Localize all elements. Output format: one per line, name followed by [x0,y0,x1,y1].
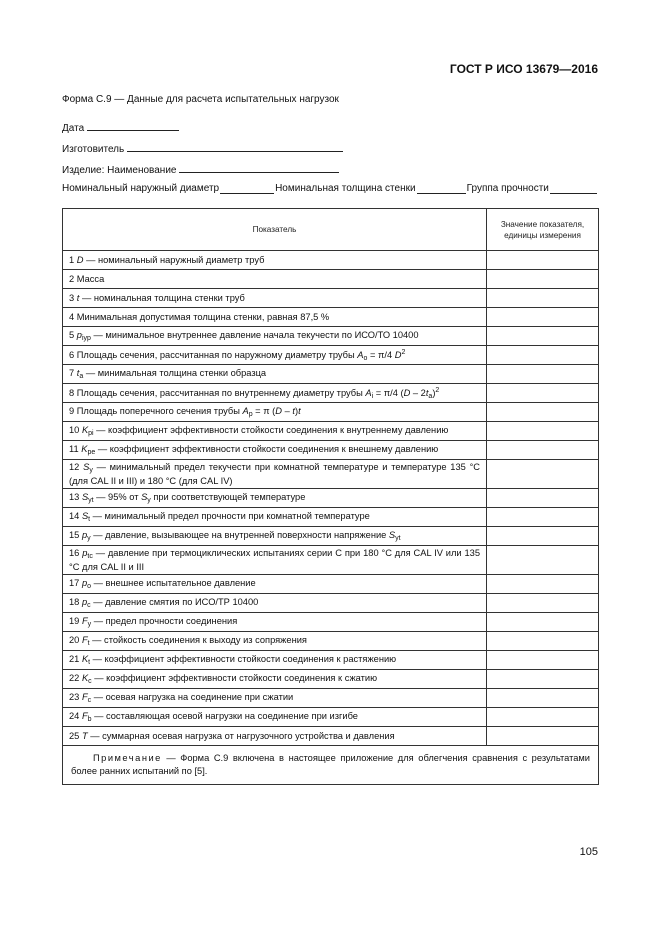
document-header: ГОСТ Р ИСО 13679—2016 [449,62,598,76]
row-label: 13 $S_{yt}$ — 95% от $S_y$ при соответствующей температуре [63,489,487,508]
maker-field [62,142,343,155]
row-label: 4 Минимальная допустимая толщина стенки, равная 87,5 % [63,308,487,327]
value-cell[interactable] [487,365,599,384]
table-row [63,403,599,422]
row-label: 20 $F_t$ — стойкость соединения к выходу из сопряжения [63,632,487,651]
table-row [63,346,599,365]
value-cell[interactable] [487,632,599,651]
row-label: 8 Площадь сечения, рассчитанная по внутреннему диаметру трубы $A_i = \pi/4$ $(D - 2t_a)^2$ [63,384,487,403]
table-note [63,746,599,785]
column-header-indicator: Показатель [63,209,487,251]
table-row [63,289,599,308]
row-label: 12 $S_y$ — минимальный предел текучести при комнатной температуре и температуре 135 °С (для CAL II и III) и 180 °С (для CAL IV) [63,460,487,489]
value-cell[interactable] [487,613,599,632]
value-cell[interactable] [487,546,599,575]
row-label: 24 $F_b$ — составляющая осевой нагрузки на соединение при изгибе [63,708,487,727]
wall-thickness-input-line[interactable] [417,184,466,194]
product-field [62,163,339,176]
value-cell[interactable] [487,403,599,422]
value-cell[interactable] [487,327,599,346]
wall-thickness-label: Номинальная толщина стенки [275,183,416,194]
row-label: 25 T — суммарная осевая нагрузка от нагрузочного устройства и давления [63,727,487,746]
row-label: 1 D — номинальный наружный диаметр труб [63,251,487,270]
value-cell[interactable] [487,441,599,460]
note-label: Примечание [93,753,162,763]
value-cell[interactable] [487,670,599,689]
table-row [63,441,599,460]
date-field [62,121,179,134]
page-number: 105 [579,846,598,858]
table-row [63,632,599,651]
row-label: 9 Площадь поперечного сечения трубы $A_p = \pi$ (D – t)t [63,403,487,422]
value-cell[interactable] [487,594,599,613]
table-row [63,594,599,613]
product-label: Изделие: Наименование [62,165,177,176]
row-label: 11 $K_{pe}$ — коэффициент эффективности стойкости соединения к внешнему давлению [63,441,487,460]
table-row [63,727,599,746]
table-row [63,689,599,708]
value-cell[interactable] [487,251,599,270]
table-row [63,251,599,270]
table-row [63,308,599,327]
table-row [63,508,599,527]
load-data-table [62,208,599,785]
value-cell[interactable] [487,689,599,708]
value-cell[interactable] [487,422,599,441]
value-cell[interactable] [487,575,599,594]
maker-input-line[interactable] [127,142,343,152]
row-label: 10 $K_{pi}$ — коэффициент эффективности стойкости соединения к внутреннему давлению [63,422,487,441]
table-row [63,365,599,384]
row-label: 23 $F_c$ — осевая нагрузка на соединение при сжатии [63,689,487,708]
form-title: Форма С.9 — Данные для расчета испытательных нагрузок [62,94,339,105]
value-cell[interactable] [487,346,599,365]
row-label: 2 Масса [63,270,487,289]
grade-label: Группа прочности [466,183,549,194]
value-cell[interactable] [487,270,599,289]
outer-diameter-input-line[interactable] [220,184,274,194]
outer-diameter-label: Номинальный наружный диаметр [62,183,220,194]
row-label: 14 $S_t$ — минимальный предел прочности при комнатной температуре [63,508,487,527]
table-row [63,546,599,575]
row-label: 18 $p_c$ — давление смятия по ИСО/ТР 10400 [63,594,487,613]
table-row [63,708,599,727]
column-header-value: Значение показателя, единицы измерения [487,209,599,251]
row-label: 19 $F_y$ — предел прочности соединения [63,613,487,632]
value-cell[interactable] [487,727,599,746]
product-input-line[interactable] [179,163,339,173]
value-cell[interactable] [487,489,599,508]
value-cell[interactable] [487,460,599,489]
value-cell[interactable] [487,508,599,527]
note-text: — Форма С.9 включена в настоящее приложение для облегчения сравнения с результатами более ранних испытаний по [5]. [71,753,590,776]
maker-label: Изготовитель [62,144,125,155]
specification-row [62,183,598,194]
table-row [63,327,599,346]
table-row [63,460,599,489]
table-row [63,575,599,594]
value-cell[interactable] [487,708,599,727]
table-row [63,270,599,289]
table-row [63,651,599,670]
row-label: 17 $p_o$ — внешнее испытательное давление [63,575,487,594]
value-cell[interactable] [487,651,599,670]
grade-input-line[interactable] [550,184,597,194]
row-label: 7 $t_a$ — минимальная толщина стенки образца [63,365,487,384]
date-label: Дата [62,123,85,134]
row-label: 15 $p_y$ — давление, вызывающее на внутренней поверхности напряжение $S_{yt}$ [63,527,487,546]
row-label: 5 $p_{iyp}$ — минимальное внутреннее давление начала текучести по ИСО/ТО 10400 [63,327,487,346]
table-row [63,527,599,546]
row-label: 3 t — номинальная толщина стенки труб [63,289,487,308]
table-row [63,384,599,403]
table-row [63,613,599,632]
value-cell[interactable] [487,289,599,308]
row-label: 22 $K_c$ — коэффициент эффективности стойкости соединения к сжатию [63,670,487,689]
value-cell[interactable] [487,308,599,327]
row-label: 6 Площадь сечения, рассчитанная по наружному диаметру трубы $A_o = \pi/4$ $D^2$ [63,346,487,365]
row-label: 16 $p_{tc}$ — давление при термоциклических испытаниях серии С при 180 °С для CAL IV или 135 °С для CAL II и III [63,546,487,575]
value-cell[interactable] [487,527,599,546]
value-cell[interactable] [487,384,599,403]
table-row [63,670,599,689]
date-input-line[interactable] [87,121,179,131]
row-label: 21 $K_t$ — коэффициент эффективности стойкости соединения к растяжению [63,651,487,670]
table-row [63,422,599,441]
table-row [63,489,599,508]
